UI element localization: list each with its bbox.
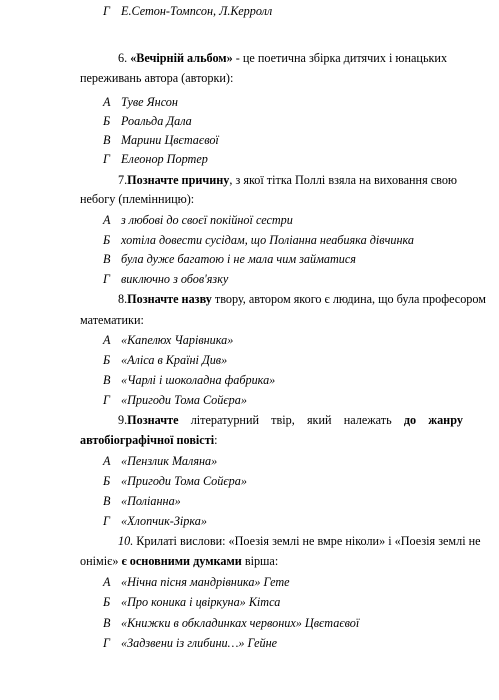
option-letter: В [103,616,111,630]
question-text: вірша: [241,554,279,568]
option-text: «Пригоди Тома Сойєра» [121,393,247,407]
option-letter: А [103,95,111,109]
option-letter: В [103,494,111,508]
q8-option-b [103,353,227,368]
q10-option-c [103,616,359,631]
question-text: : [214,433,218,447]
q7-option-d [103,272,228,287]
q9-option-a [103,454,217,469]
q9-option-c [103,494,181,509]
question-highlight: є основними думками [121,554,242,568]
option-letter: Г [103,636,110,650]
question-highlight: Позначте причину [127,173,230,187]
option-text: Роальда Дала [121,114,192,128]
q9-option-b [103,474,247,489]
question-number: 7. [118,173,128,187]
option-text: з любові до своєї покійної сестри [121,213,293,227]
option-letter: А [103,213,111,227]
option-letter: Г [103,4,110,18]
option-text: «Поліанна» [121,494,181,508]
option-text: була дуже багатою і не мала чим займатися [121,252,356,266]
option-letter: Б [103,595,111,609]
question-lead [118,413,179,428]
option-letter: А [103,333,111,347]
option-text: Е.Сетон-Томпсон, Л.Керролл [121,4,273,18]
option-text: хотіла довести сусідам, що Поліанна неабияка дівчинка [121,233,415,247]
option-text: «Хлопчик-Зірка» [121,514,207,528]
q8-option-a [103,333,233,348]
option-text: Елеонор Портер [121,152,208,166]
q6-option-b [103,114,192,129]
option-letter: А [103,454,111,468]
question-number: 10. [118,534,134,548]
option-text: «Задзвени із глибини…» Гейне [121,636,278,650]
question-highlight: автобіографічної повісті [80,433,215,447]
option-text: «Пензлик Маляна» [121,454,218,468]
question-text: Крилаті вислови: «Поезія землі не вмре ніколи» і «Поезія землі не [133,534,481,548]
option-text: «Пригоди Тома Сойєра» [121,474,247,488]
question-8-continued: математики: [80,313,144,327]
option-text: виключно з обов'язку [121,272,229,286]
q7-option-b [103,233,414,248]
option-text: «Книжки в обкладинках червоних» Цвєтаєвої [121,616,360,630]
option-text: Марини Цвєтаєвої [121,133,219,147]
question-word: літературний [190,413,259,427]
q6-option-d [103,152,208,167]
question-6 [118,51,447,66]
option-letter: Б [103,353,111,367]
question-highlight: «Вечірній альбом» [130,51,233,65]
option-letter: В [103,373,111,387]
q6-option-c [103,133,219,148]
option-text: «Нічна пісня мандрівника» Гете [121,575,290,589]
option-letter: Б [103,474,111,488]
option-letter: Б [103,114,111,128]
question-word-bold: жанру [428,413,463,427]
q6-option-a [103,95,178,110]
option-text: «Аліса в Країні Див» [121,353,228,367]
question-10-continued [80,554,278,569]
question-text: , з якої тітка Поллі взяла на виховання свою [229,173,458,187]
question-9-continued [80,433,217,448]
option-text: «Про коника і цвіркуна» Кітса [121,595,281,609]
question-word: належать [343,413,392,427]
q7-option-a [103,213,293,228]
question-6-continued: переживань автора (авторки): [80,71,234,85]
question-text: оніміє» [80,554,122,568]
q8-option-d [103,393,247,408]
question-word: який [306,413,332,427]
question-number: 8. [118,292,128,306]
q10-option-d [103,636,277,651]
question-number: 9. [118,413,128,427]
option-letter: В [103,133,111,147]
option-letter: Г [103,514,110,528]
question-number: 6. [118,51,128,65]
q7-option-c [103,252,356,267]
question-highlight: Позначте назву [127,292,212,306]
question-text: твору, автором якого є людина, що була професором [211,292,486,306]
question-highlight: Позначте [127,413,179,427]
option-text: Туве Янсон [121,95,178,109]
question-7-continued: небогу (племінницю): [80,192,195,206]
question-7 [118,173,457,188]
q8-option-c [103,373,275,388]
option-text: «Чарлі і шоколадна фабрика» [121,373,276,387]
option-letter: Г [103,152,110,166]
question-8 [118,292,486,307]
option-text: «Капелюх Чарівника» [121,333,234,347]
option-letter: Г [103,272,110,286]
question-word: твір, [271,413,295,427]
q9-option-d [103,514,207,529]
option-letter: А [103,575,111,589]
question-word-bold: до [403,413,417,427]
option-letter: Г [103,393,110,407]
question-9 [118,413,463,428]
q10-option-b [103,595,280,610]
q10-option-a [103,575,290,590]
prev-option-g [103,4,272,19]
option-letter: Б [103,233,111,247]
question-text: - це поетична збірка дитячих і юнацьких [235,51,448,65]
option-letter: В [103,252,111,266]
question-10 [118,534,481,549]
